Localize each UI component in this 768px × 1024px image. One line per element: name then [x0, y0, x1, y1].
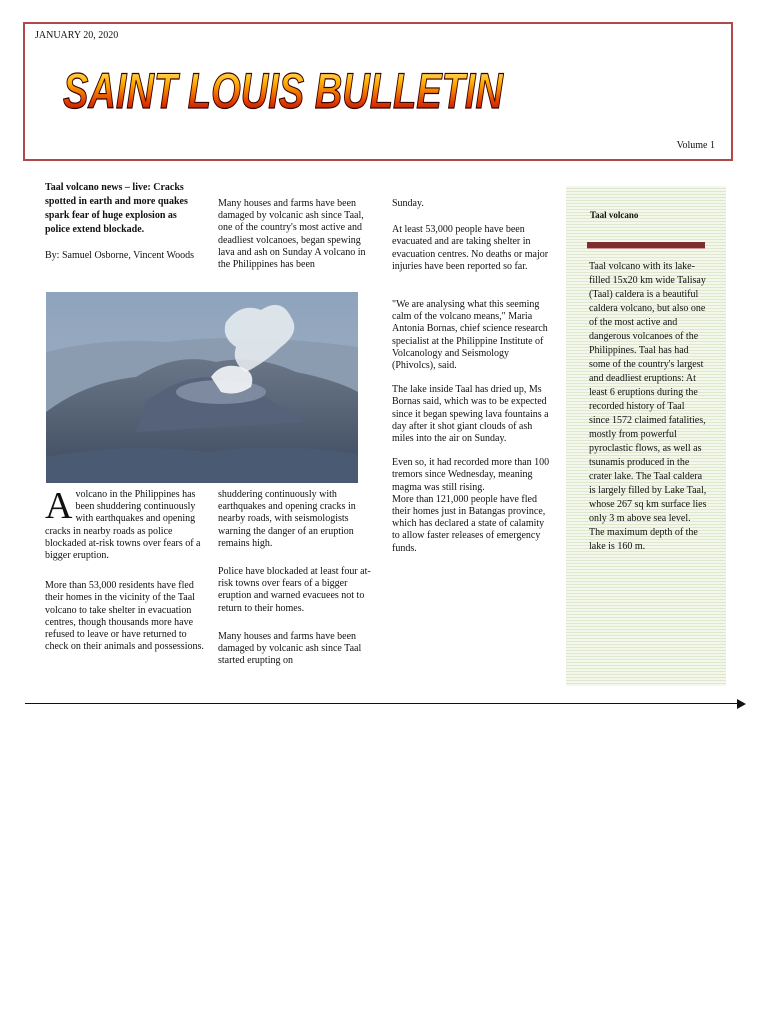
newspaper-title: [53, 56, 513, 126]
column3-paragraph5b: More than 121,000 people have fled their homes just in Batangas province, which has declared a state of calamity to allow faster releases of emergency funds.: [392, 493, 546, 554]
column2-paragraph4: Many houses and farms have been damaged by volcanic ash since Taal started erupting on: [218, 630, 362, 667]
volcano-photo: [46, 292, 358, 483]
arrow-right-icon: [737, 699, 746, 709]
volume-number: Volume 1: [676, 140, 715, 151]
masthead: [23, 22, 733, 161]
issue-date: JANUARY 20, 2020: [35, 30, 119, 41]
article-headline: Taal volcano news – live: Cracks spotted in earth and more quakes spark fear of huge explosion as police extend blockade.: [45, 182, 188, 235]
column2-paragraph2: shuddering continuously with earthquakes and opening cracks in nearby roads, with seismologists warning the danger of an eruption remains high.: [218, 489, 356, 549]
column3-paragraph5a: Even so, it had recorded more than 100 tremors since Wednesday, meaning magma was still rising.: [392, 457, 550, 493]
sidebar-text: Taal volcano with its lake-filled 15x20 km wide Talisay (Taal) caldera is a beautiful caldera volcano, but also one of the most active and dangerous volcanoes of the Philippines. Taal has had some of the country's largest and deadliest eruptions: At least 6 eruptions during the recorded history of Taal since 1572 claimed fatalities, mostly from powerful pyroclastic flows, as well as tsunamis produced in the crater lake. The Taal caldera is largely filled by Lake Taal, whose 267 sq km surface lies only 3 m above sea level. The maximum depth of the lake is 160 m.: [589, 261, 707, 552]
article-column-2-bottom: [218, 489, 374, 679]
column2-paragraph3: Police have blockaded at least four at-risk towns over fears of a bigger eruption and warned evacuees not to return to their homes.: [218, 566, 371, 614]
title-text: SAINT LOUIS BULLETIN: [63, 63, 504, 119]
volcano-image: [46, 292, 358, 483]
flame-title-logo: [53, 56, 513, 126]
article-column-2-top: [218, 198, 374, 283]
article-column-1: [45, 485, 205, 665]
column3-paragraph4: The lake inside Taal has dried up, Ms Bornas said, which was to be expected since it began spewing lava fountains a day after it shot giant clouds of ash miles into the air on Sunday.: [392, 384, 549, 445]
drop-cap: A: [45, 485, 73, 527]
column1-paragraph1: [45, 485, 205, 562]
bottom-rule: [25, 703, 737, 704]
article-column-3: [392, 198, 550, 567]
column2-paragraph1: Many houses and farms have been damaged by volcanic ash since Taal, one of the country's most active and deadliest volcanoes, began spewing lava and ash on Sunday A volcano in the Philippines has been: [218, 198, 366, 271]
sidebar-box: [566, 186, 726, 686]
column1-paragraph2: More than 53,000 residents have fled their homes in the vicinity of the Taal volcano to take shelter in evacuation centres, though thousands more have refused to leave or have returned to check on their animals and possessions.: [45, 580, 204, 653]
article-header: [45, 181, 195, 274]
column3-paragraph3: "We are analysing what this seeming calm of the volcano means," Maria Antonia Bornas, chief science research specialist at the Philippine Institute of Volcanology and Seismology (Phivolcs), said.: [392, 299, 548, 372]
column1-paragraph1-text: volcano in the Philippines has been shuddering continuously with earthquakes and opening cracks in nearby roads as police blockaded at-risk towns over fears of a bigger eruption.: [45, 489, 201, 562]
sidebar-divider: [587, 242, 705, 249]
column3-paragraph1: Sunday.: [392, 198, 424, 209]
sidebar-title: Taal volcano: [590, 210, 639, 220]
column3-paragraph2: At least 53,000 people have been evacuated and are taking shelter in evacuation centres. No deaths or major injuries have been reported so far.: [392, 224, 549, 272]
article-byline: By: Samuel Osborne, Vincent Woods: [45, 250, 195, 261]
